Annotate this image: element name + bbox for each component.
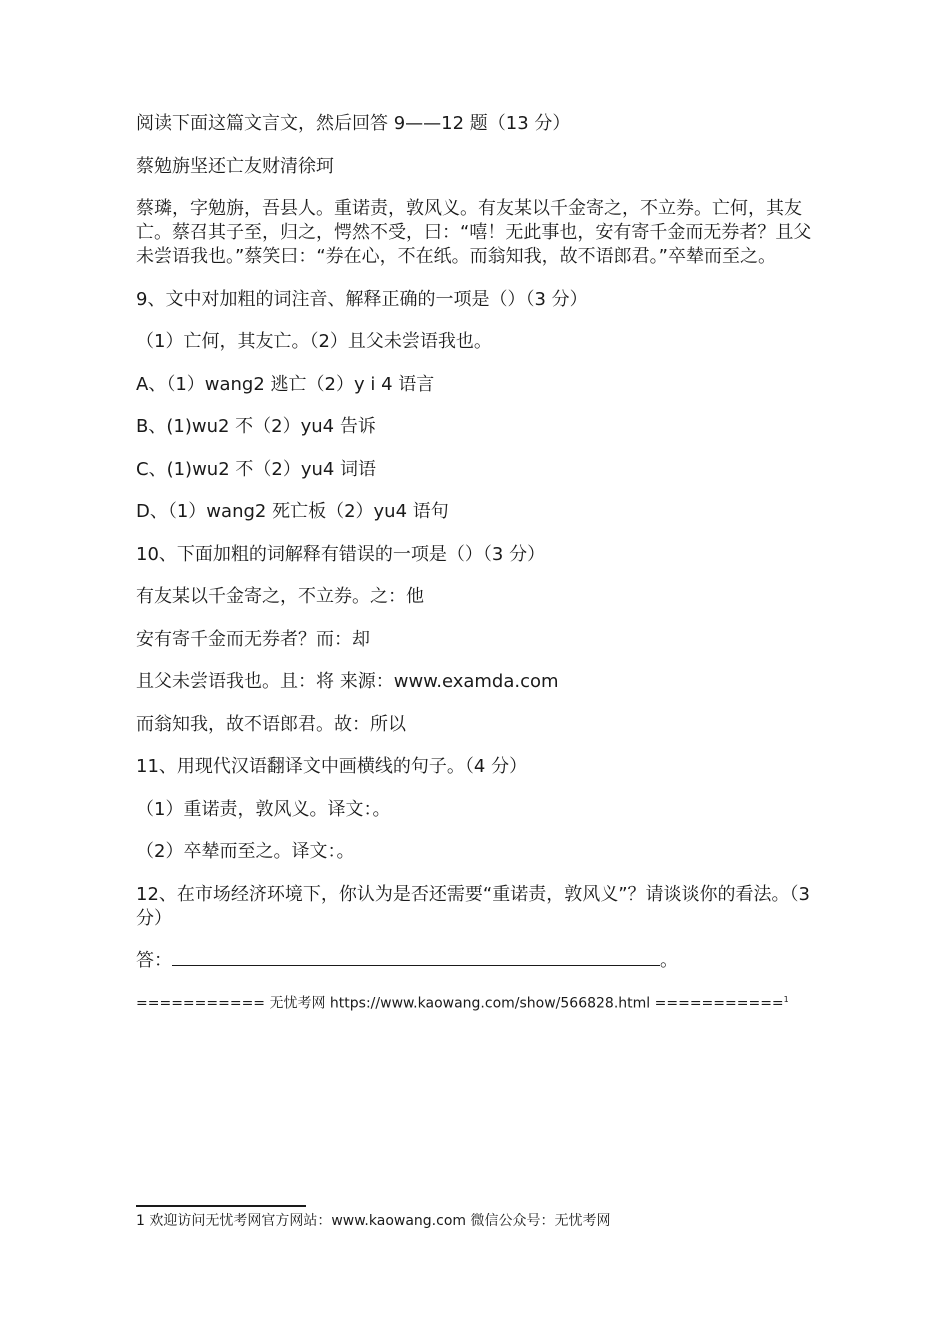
question-12: 12、在市场经济环境下，你认为是否还需要“重诺责，敦风义”？请谈谈你的看法。（3 分） <box>136 883 816 929</box>
footnote-marker: 1 <box>783 995 789 1004</box>
answer-end: 。 <box>660 949 678 971</box>
question-9-option-c: C、(1)wu2 不（2）yu4 词语 <box>136 458 377 480</box>
passage-text: 蔡璘，字勉旃，吾县人。重诺责，敦风义。有友某以千金寄之，不立券。亡何，其友亡。蔡召其子至，归之，愕然不受，曰：“嘻！无此事也，安有寄千金而无券者？且父未尝语我也。”蔡笑曰：“券在心，不在纸。而翁知我，故不语郎君。”卒辇而至之。 <box>136 198 812 267</box>
answer-blank <box>172 947 660 966</box>
question-9-sentences: （1）亡何，其友亡。（2）且父未尝语我也。 <box>136 331 492 352</box>
question-10: 10、下面加粗的词解释有错误的一项是（）（3 分） <box>136 543 546 565</box>
question-9: 9、文中对加粗的词注音、解释正确的一项是（）（3 分） <box>136 288 588 310</box>
footnote-rule <box>136 1205 306 1207</box>
question-9-option-a: A、（1）wang2 逃亡（2）y i 4 语言 <box>136 373 435 395</box>
question-10-option-2: 安有寄千金而无券者？而：却 <box>136 628 370 650</box>
footnote: 1 欢迎访问无忧考网官方网站：www.kaowang.com 微信公众号：无忧考网 <box>136 1213 611 1229</box>
question-10-option-1: 有友某以千金寄之，不立券。之：他 <box>136 586 424 607</box>
question-9-option-d: D、（1）wang2 死亡板（2）yu4 语句 <box>136 501 449 522</box>
source-divider <box>136 991 820 1013</box>
document-body <box>136 112 820 1013</box>
instruction-heading: 阅读下面这篇文言文，然后回答 9——12 题（13 分） <box>136 113 571 134</box>
passage-title: 蔡勉旃坚还亡友财清徐珂 <box>136 155 334 177</box>
answer-line <box>136 947 820 973</box>
question-11-part-1: （1）重诺责，敦风义。译文：。 <box>136 798 391 820</box>
question-9-option-b: B、(1)wu2 不（2）yu4 告诉 <box>136 416 376 437</box>
answer-label: 答： <box>136 949 172 971</box>
source-divider-text: =========== 无忧考网 https://www.kaowang.com/show/566828.html =========== <box>136 995 784 1012</box>
question-10-option-4: 而翁知我，故不语郎君。故：所以 <box>136 713 406 735</box>
question-11-part-2: （2）卒辇而至之。译文：。 <box>136 841 355 862</box>
question-11: 11、用现代汉语翻译文中画横线的句子。（4 分） <box>136 756 528 777</box>
question-10-option-3: 且父未尝语我也。且：将 来源：www.examda.com <box>136 671 559 692</box>
